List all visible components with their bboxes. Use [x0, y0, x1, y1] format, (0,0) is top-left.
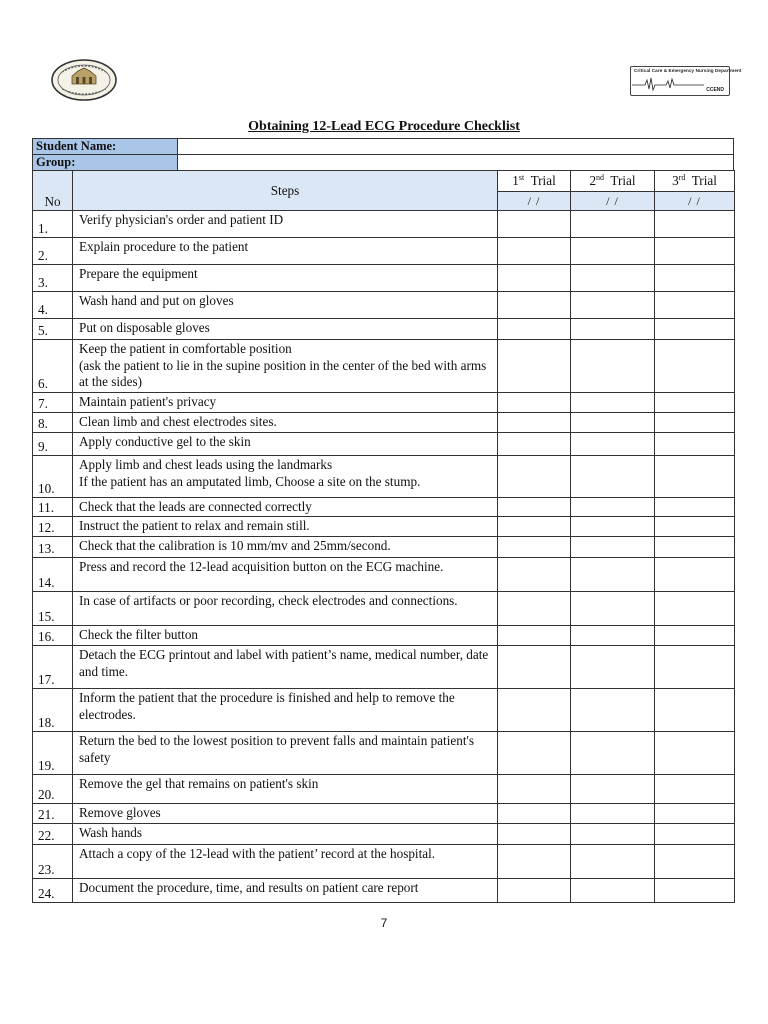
- table-row: [33, 498, 735, 517]
- step-number: 4.: [33, 292, 73, 319]
- column-header-trial-1: 1st Trial: [498, 171, 571, 192]
- student-name-label: Student Name:: [33, 139, 178, 155]
- step-number: 21.: [33, 804, 73, 824]
- trial-1-check-cell[interactable]: [498, 592, 571, 626]
- trial-2-check-cell[interactable]: [571, 413, 655, 433]
- trial-3-check-cell[interactable]: [655, 393, 735, 413]
- table-row: [33, 732, 735, 775]
- trial-2-check-cell[interactable]: [571, 558, 655, 592]
- table-row: [33, 626, 735, 646]
- step-number: 12.: [33, 517, 73, 537]
- trial-2-check-cell[interactable]: [571, 517, 655, 537]
- group-label: Group:: [33, 155, 178, 171]
- page-number: 7: [380, 916, 388, 930]
- step-number: 20.: [33, 775, 73, 804]
- student-name-field[interactable]: [178, 139, 734, 155]
- step-description: Remove the gel that remains on patient's skin: [73, 775, 498, 804]
- table-row: [33, 558, 735, 592]
- step-number: 5.: [33, 319, 73, 340]
- trial-1-check-cell[interactable]: [498, 689, 571, 732]
- step-number: 16.: [33, 626, 73, 646]
- group-field[interactable]: [178, 155, 734, 171]
- table-row: [33, 340, 735, 393]
- trial-2-check-cell[interactable]: [571, 433, 655, 456]
- column-header-trial-2: 2nd Trial: [571, 171, 655, 192]
- checklist-steps: [33, 211, 735, 903]
- step-description: Apply limb and chest leads using the landmarks If the patient has an amputated limb, Choose a site on the stump.: [73, 456, 498, 498]
- step-number: 9.: [33, 433, 73, 456]
- trial-3-check-cell[interactable]: [655, 265, 735, 292]
- step-description: Remove gloves: [73, 804, 498, 824]
- trial-3-check-cell[interactable]: [655, 732, 735, 775]
- trial-1-check-cell[interactable]: [498, 433, 571, 456]
- trial-3-date-field[interactable]: / /: [655, 192, 735, 211]
- trial-2-check-cell[interactable]: [571, 498, 655, 517]
- trial-2-check-cell[interactable]: [571, 646, 655, 689]
- trial-2-check-cell[interactable]: [571, 845, 655, 879]
- step-description: Document the procedure, time, and results on patient care report: [73, 879, 498, 903]
- trial-2-check-cell[interactable]: [571, 689, 655, 732]
- step-description: Check the filter button: [73, 626, 498, 646]
- step-description: Prepare the equipment: [73, 265, 498, 292]
- ecg-wave-icon: [632, 76, 704, 92]
- trial-2-check-cell[interactable]: [571, 238, 655, 265]
- trial-1-check-cell[interactable]: [498, 845, 571, 879]
- trial-3-check-cell[interactable]: [655, 456, 735, 498]
- trial-3-check-cell[interactable]: [655, 626, 735, 646]
- step-number: 22.: [33, 824, 73, 845]
- trial-3-check-cell[interactable]: [655, 498, 735, 517]
- student-info-table: [32, 138, 734, 171]
- step-number: 23.: [33, 845, 73, 879]
- trial-3-check-cell[interactable]: [655, 238, 735, 265]
- step-number: 10.: [33, 456, 73, 498]
- step-number: 24.: [33, 879, 73, 903]
- step-number: 1.: [33, 211, 73, 238]
- table-row: [33, 238, 735, 265]
- step-description: Maintain patient's privacy: [73, 393, 498, 413]
- trial-3-check-cell[interactable]: [655, 879, 735, 903]
- trial-1-check-cell[interactable]: [498, 646, 571, 689]
- table-row: [33, 646, 735, 689]
- step-description: Put on disposable gloves: [73, 319, 498, 340]
- trial-3-check-cell[interactable]: [655, 824, 735, 845]
- step-description: Wash hand and put on gloves: [73, 292, 498, 319]
- table-row: [33, 265, 735, 292]
- trial-3-check-cell[interactable]: [655, 558, 735, 592]
- step-number: 6.: [33, 340, 73, 393]
- step-number: 11.: [33, 498, 73, 517]
- trial-2-check-cell[interactable]: [571, 456, 655, 498]
- step-number: 14.: [33, 558, 73, 592]
- trial-1-check-cell[interactable]: [498, 456, 571, 498]
- table-row: [33, 689, 735, 732]
- table-row: [33, 292, 735, 319]
- trial-1-check-cell[interactable]: [498, 775, 571, 804]
- trial-3-check-cell[interactable]: [655, 517, 735, 537]
- step-description: Apply conductive gel to the skin: [73, 433, 498, 456]
- column-header-no: No: [33, 171, 73, 211]
- trial-2-check-cell[interactable]: [571, 319, 655, 340]
- step-description: Clean limb and chest electrodes sites.: [73, 413, 498, 433]
- table-row: [33, 537, 735, 558]
- step-number: 3.: [33, 265, 73, 292]
- trial-2-check-cell[interactable]: [571, 393, 655, 413]
- step-number: 8.: [33, 413, 73, 433]
- table-row: [33, 319, 735, 340]
- table-row: [33, 824, 735, 845]
- step-description: Keep the patient in comfortable position (ask the patient to lie in the supine position in the center of the bed with arms at the sides): [73, 340, 498, 393]
- trial-2-check-cell[interactable]: [571, 879, 655, 903]
- step-number: 13.: [33, 537, 73, 558]
- table-row: [33, 775, 735, 804]
- step-description: Explain procedure to the patient: [73, 238, 498, 265]
- checklist-table: [32, 170, 735, 903]
- trial-1-check-cell[interactable]: [498, 393, 571, 413]
- step-number: 2.: [33, 238, 73, 265]
- trial-3-check-cell[interactable]: [655, 845, 735, 879]
- trial-1-check-cell[interactable]: [498, 413, 571, 433]
- trial-2-date-field[interactable]: / /: [571, 192, 655, 211]
- step-number: 7.: [33, 393, 73, 413]
- step-number: 18.: [33, 689, 73, 732]
- department-logo: [630, 66, 742, 96]
- trial-2-check-cell[interactable]: [571, 340, 655, 393]
- trial-1-date-field[interactable]: / /: [498, 192, 571, 211]
- trial-1-check-cell[interactable]: [498, 517, 571, 537]
- trial-1-check-cell[interactable]: [498, 319, 571, 340]
- trial-3-check-cell[interactable]: [655, 413, 735, 433]
- trial-2-check-cell[interactable]: [571, 265, 655, 292]
- trial-1-check-cell[interactable]: [498, 211, 571, 238]
- trial-3-check-cell[interactable]: [655, 804, 735, 824]
- trial-3-check-cell[interactable]: [655, 537, 735, 558]
- trial-3-check-cell[interactable]: [655, 592, 735, 626]
- trial-1-check-cell[interactable]: [498, 626, 571, 646]
- step-description: Check that the calibration is 10 mm/mv and 25mm/second.: [73, 537, 498, 558]
- column-header-trial-3: 3rd Trial: [655, 171, 735, 192]
- trial-2-check-cell[interactable]: [571, 732, 655, 775]
- table-row: [33, 879, 735, 903]
- step-description: Verify physician's order and patient ID: [73, 211, 498, 238]
- checklist-title: Obtaining 12-Lead ECG Procedure Checklist: [248, 119, 520, 134]
- trial-2-check-cell[interactable]: [571, 804, 655, 824]
- trial-1-check-cell[interactable]: [498, 558, 571, 592]
- step-description: Inform the patient that the procedure is finished and help to remove the electrodes.: [73, 689, 498, 732]
- university-seal-logo: [50, 58, 118, 102]
- trial-2-check-cell[interactable]: [571, 537, 655, 558]
- trial-2-check-cell[interactable]: [571, 211, 655, 238]
- step-description: Instruct the patient to relax and remain still.: [73, 517, 498, 537]
- step-description: Check that the leads are connected correctly: [73, 498, 498, 517]
- trial-1-check-cell[interactable]: [498, 804, 571, 824]
- trial-1-check-cell[interactable]: [498, 340, 571, 393]
- step-description: Return the bed to the lowest position to prevent falls and maintain patient's safety: [73, 732, 498, 775]
- table-row: [33, 592, 735, 626]
- table-row: [33, 517, 735, 537]
- step-description: Attach a copy of the 12-lead with the patient’ record at the hospital.: [73, 845, 498, 879]
- step-description: In case of artifacts or poor recording, check electrodes and connections.: [73, 592, 498, 626]
- trial-3-check-cell[interactable]: [655, 433, 735, 456]
- table-row: [33, 804, 735, 824]
- table-row: [33, 211, 735, 238]
- step-description: Wash hands: [73, 824, 498, 845]
- trial-2-check-cell[interactable]: [571, 824, 655, 845]
- trial-3-check-cell[interactable]: [655, 689, 735, 732]
- trial-3-check-cell[interactable]: [655, 646, 735, 689]
- step-description: Detach the ECG printout and label with patient’s name, medical number, date and time.: [73, 646, 498, 689]
- table-row: [33, 433, 735, 456]
- step-number: 15.: [33, 592, 73, 626]
- step-number: 19.: [33, 732, 73, 775]
- trial-1-check-cell[interactable]: [498, 824, 571, 845]
- trial-2-check-cell[interactable]: [571, 626, 655, 646]
- table-row: [33, 393, 735, 413]
- trial-1-check-cell[interactable]: [498, 265, 571, 292]
- trial-1-check-cell[interactable]: [498, 879, 571, 903]
- trial-2-check-cell[interactable]: [571, 292, 655, 319]
- trial-2-check-cell[interactable]: [571, 775, 655, 804]
- trial-1-check-cell[interactable]: [498, 238, 571, 265]
- trial-3-check-cell[interactable]: [655, 211, 735, 238]
- table-row: [33, 456, 735, 498]
- trial-1-check-cell[interactable]: [498, 732, 571, 775]
- trial-1-check-cell[interactable]: [498, 498, 571, 517]
- trial-3-check-cell[interactable]: [655, 340, 735, 393]
- department-logo-acronym: CCEND: [706, 87, 724, 93]
- department-logo-text: Critical Care & Emergency Nursing Department: [634, 68, 742, 73]
- trial-1-check-cell[interactable]: [498, 292, 571, 319]
- step-number: 17.: [33, 646, 73, 689]
- trial-3-check-cell[interactable]: [655, 292, 735, 319]
- trial-3-check-cell[interactable]: [655, 319, 735, 340]
- trial-2-check-cell[interactable]: [571, 592, 655, 626]
- trial-3-check-cell[interactable]: [655, 775, 735, 804]
- table-row: [33, 845, 735, 879]
- trial-1-check-cell[interactable]: [498, 537, 571, 558]
- column-header-steps: Steps: [73, 171, 498, 211]
- table-row: [33, 413, 735, 433]
- step-description: Press and record the 12-lead acquisition button on the ECG machine.: [73, 558, 498, 592]
